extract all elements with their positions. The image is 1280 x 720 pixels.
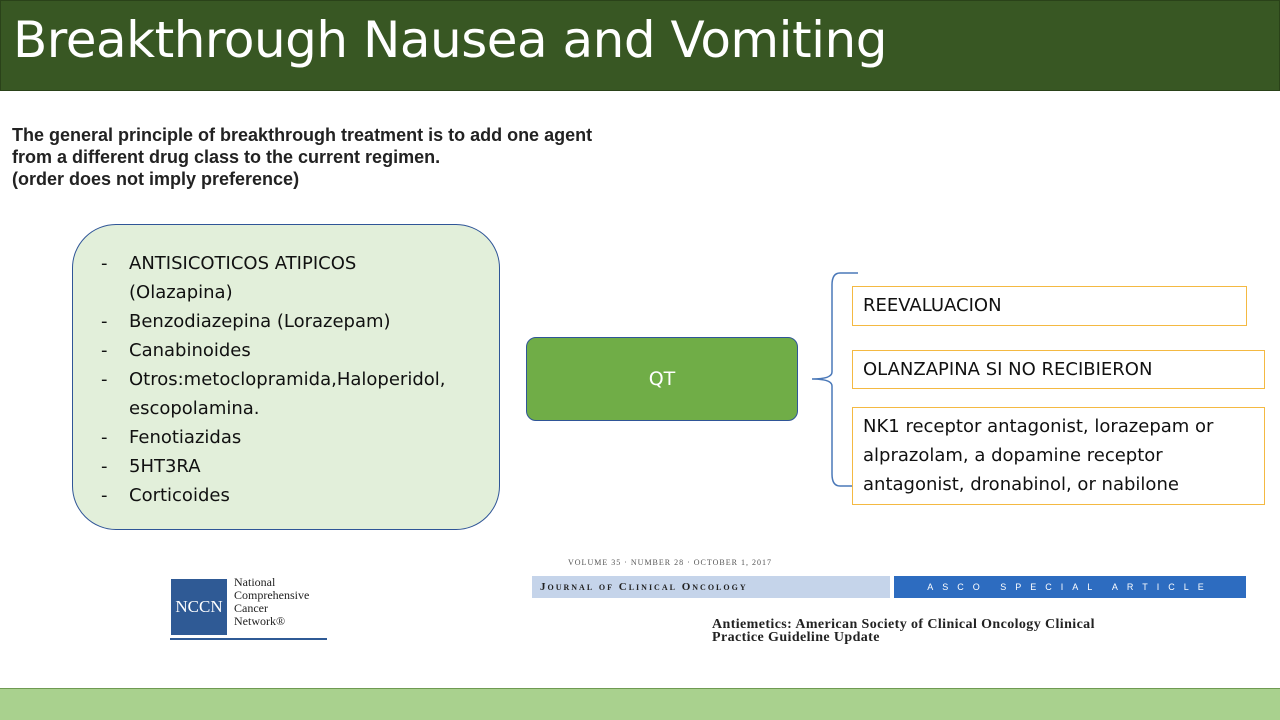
nccn-name xyxy=(234,576,309,628)
jco-volume-line: VOLUME 35 · NUMBER 28 · OCTOBER 1, 2017 xyxy=(568,558,772,567)
jco-article-title xyxy=(712,618,1095,644)
principle-line: (order does not imply preference) xyxy=(12,169,300,189)
footer-bar xyxy=(0,688,1280,720)
jco-section-label: ASCO SPECIAL ARTICLE xyxy=(894,576,1246,598)
qt-label: QT xyxy=(648,368,676,390)
list-item: - Corticoides xyxy=(97,481,489,510)
nccn-logo xyxy=(170,574,330,644)
jco-title-line: Antiemetics: American Society of Clinical Oncology Clinical xyxy=(712,617,1095,632)
list-item: - Canabinoides xyxy=(97,336,489,365)
option-nk1-antagonist: NK1 receptor antagonist, lorazepam or alprazolam, a dopamine receptor antagonist, dronabinol, or nabilone xyxy=(852,407,1265,505)
list-item: - ANTISICOTICOS ATIPICOS (Olazapina) xyxy=(97,249,459,307)
list-item: - Otros:metoclopramida,Haloperidol, escopolamina. xyxy=(97,365,489,423)
option-reevaluacion: REEVALUACION xyxy=(852,286,1247,326)
principle-line: The general principle of breakthrough treatment is to add one agent xyxy=(12,125,593,145)
jco-header-image xyxy=(532,556,1260,648)
nccn-name-line: National xyxy=(234,575,276,589)
nccn-name-line: Cancer xyxy=(234,601,268,615)
slide-title: Breakthrough Nausea and Vomiting xyxy=(13,11,887,69)
jco-journal-name: Journal of Clinical Oncology xyxy=(532,576,890,598)
nccn-underline xyxy=(170,638,327,640)
option-olanzapina: OLANZAPINA SI NO RECIBIERON xyxy=(852,350,1265,389)
nccn-badge: NCCN xyxy=(171,579,227,635)
list-item: - Fenotiazidas xyxy=(97,423,489,452)
jco-title-line: Practice Guideline Update xyxy=(712,630,880,645)
list-item: - Benzodiazepina (Lorazepam) xyxy=(97,307,489,336)
principle-line: from a different drug class to the current regimen. xyxy=(12,147,441,167)
list-item: - 5HT3RA xyxy=(97,452,489,481)
nccn-name-line: Comprehensive xyxy=(234,588,310,602)
nccn-name-line: Network® xyxy=(234,614,286,628)
